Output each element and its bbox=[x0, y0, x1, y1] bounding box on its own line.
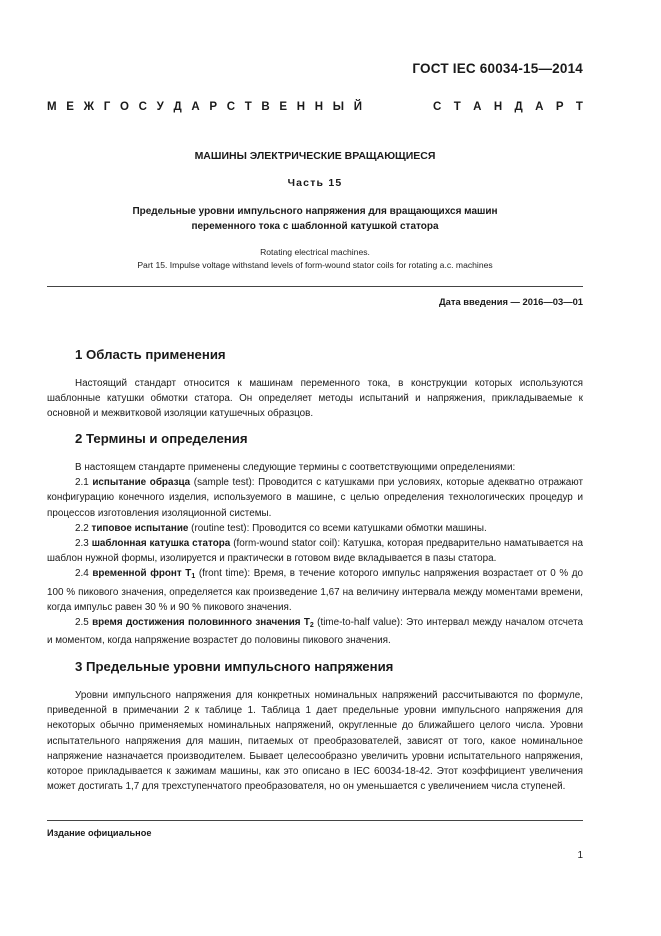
term-number: 2.3 bbox=[75, 538, 89, 550]
term-subscript: 1 bbox=[191, 573, 196, 581]
term-definition: (front time): Время, в течение которого импульс напряжения возрастает от 0 % до 100 % пикового значения, определяется как произведение 1,67 на величину интервала между моментами времени, когда импульс равен 30 % и 90 % пикового значения. bbox=[47, 568, 583, 613]
banner-letter: А bbox=[535, 101, 544, 113]
term-2-2 bbox=[47, 521, 583, 536]
bottom-divider bbox=[47, 820, 583, 821]
banner-letter: Р bbox=[555, 101, 564, 113]
banner-letter: Т bbox=[453, 101, 461, 113]
term-2-1 bbox=[47, 475, 583, 521]
term-name: испытание образца bbox=[92, 477, 191, 489]
section-2-intro: В настоящем стандарте применены следующие термины с соответствующими определениями: bbox=[75, 462, 516, 473]
english-title-line-2: Part 15. Impulse voltage withstand levels of form-wound stator coils for rotating a.c. machines bbox=[137, 260, 493, 270]
gost-code: ГОСТ IEC 60034-15—2014 bbox=[412, 61, 583, 76]
section-1-paragraph: Настоящий стандарт относится к машинам переменного тока, в конструкции которых используются шаблонные катушки обмотки статора. Он определяет методы испытаний и напряжения, прикладываемые к основной и межвитковой изоляции катушечных образцов. bbox=[47, 378, 583, 420]
banner-letter: Д bbox=[173, 101, 182, 113]
term-number: 2.4 bbox=[75, 568, 89, 580]
term-definition: (time-to-half value): Это интервал между началом отсчета и моментом, когда напряжение возрастет до половины пикового значения. bbox=[47, 617, 584, 647]
banner-letter: Е bbox=[66, 101, 74, 113]
term-number: 2.2 bbox=[75, 522, 89, 534]
banner-letter: А bbox=[473, 101, 482, 113]
banner-letter: Г bbox=[103, 101, 111, 113]
subtitle-line-1: Предельные уровни импульсного напряжения для вращающихся машин bbox=[132, 206, 498, 217]
term-number: 2.5 bbox=[75, 617, 89, 629]
official-edition-note: Издание официальное bbox=[47, 828, 152, 838]
term-2-4 bbox=[47, 566, 583, 615]
banner-letter: Т bbox=[575, 101, 583, 113]
section-3-body bbox=[47, 688, 583, 794]
part-label: Часть 15 bbox=[287, 177, 343, 189]
page-number: 1 bbox=[577, 850, 583, 861]
english-title bbox=[47, 246, 583, 272]
banner-word-interstate bbox=[47, 101, 362, 113]
banner-letter: А bbox=[191, 101, 200, 113]
banner-letter: Е bbox=[279, 101, 288, 113]
standard-subtitle bbox=[47, 204, 583, 234]
banner-word-standard bbox=[433, 101, 583, 113]
term-definition: (routine test): Проводится со всеми катушками обмотки машины. bbox=[188, 522, 487, 534]
section-2-body bbox=[47, 460, 583, 648]
introduction-date: Дата введения — 2016—03—01 bbox=[438, 296, 583, 307]
banner-letter: Р bbox=[209, 101, 217, 113]
top-divider bbox=[47, 286, 583, 287]
term-number: 2.1 bbox=[75, 477, 89, 489]
banner-letter: Ы bbox=[332, 101, 345, 113]
banner-letter: Н bbox=[314, 101, 324, 113]
term-name: время достижения половинного значения T bbox=[92, 617, 310, 629]
subtitle-line-2: переменного тока с шаблонной катушкой статора bbox=[191, 221, 439, 232]
section-3-paragraph: Уровни импульсного напряжения для конкретных номинальных напряжений рассчитываются по формуле, приведенной в примечании 2 к таблице 1. Таблица 1 дает предельные уровни импульсного напряжения для некоторых обычно применяемых номинальных напряжений, округленные до ближайшего целого числа. Уровни испытательного напряжения для машин, питаемых от преобразователей, зависят от того, какое номинальное напряжение назначается производителем. Бывает целесообразно увеличить уровни испытательного напряжения, которое прикладывается к зажимам машины, как это описано в IEC 60034-18-42. Этот коэффициент увеличения может достигать 1,7 для трехступенчатого преобразователя, но он уменьшается с увеличением числа ступеней. bbox=[47, 690, 583, 793]
term-definition: (form-wound stator coil): Катушка, которая предварительно наматывается на шаблон нужной формы, изолируется и практически в готовом виде вкладывается в пазы статора. bbox=[47, 538, 583, 565]
banner-letter: М bbox=[47, 101, 57, 113]
banner-letter: Й bbox=[353, 101, 362, 113]
banner-letter: Д bbox=[514, 101, 523, 113]
banner-letter: Н bbox=[493, 101, 503, 113]
banner-letter: Н bbox=[296, 101, 306, 113]
section-1-body bbox=[47, 376, 583, 422]
banner-letter: С bbox=[138, 101, 147, 113]
standard-title: МАШИНЫ ЭЛЕКТРИЧЕСКИЕ ВРАЩАЮЩИЕСЯ bbox=[194, 150, 436, 162]
term-definition: (sample test): Проводится с катушками при условиях, которые адекватно отражают конфигурацию конечного изделия, используемого в машине, с целью определения технологических процедур и процессов изготовления изоляционной системы. bbox=[47, 477, 583, 519]
standard-banner bbox=[47, 101, 583, 113]
term-2-3 bbox=[47, 536, 583, 566]
section-2-heading: 2 Термины и определения bbox=[75, 431, 248, 446]
banner-letter: О bbox=[119, 101, 129, 113]
banner-letter: Т bbox=[244, 101, 252, 113]
banner-letter: У bbox=[156, 101, 164, 113]
section-1-heading: 1 Область применения bbox=[75, 347, 226, 362]
term-2-5 bbox=[47, 615, 583, 648]
english-title-line-1: Rotating electrical machines. bbox=[260, 247, 370, 257]
banner-letter: С bbox=[226, 101, 235, 113]
section-3-heading: 3 Предельные уровни импульсного напряжения bbox=[75, 659, 394, 674]
banner-letter: С bbox=[433, 101, 442, 113]
term-name: временной фронт T bbox=[92, 568, 192, 580]
term-name: типовое испытание bbox=[91, 522, 189, 534]
banner-letter: Ж bbox=[83, 101, 95, 113]
banner-letter: В bbox=[261, 101, 270, 113]
term-subscript: 2 bbox=[309, 622, 314, 630]
term-name: шаблонная катушка статора bbox=[91, 538, 231, 550]
